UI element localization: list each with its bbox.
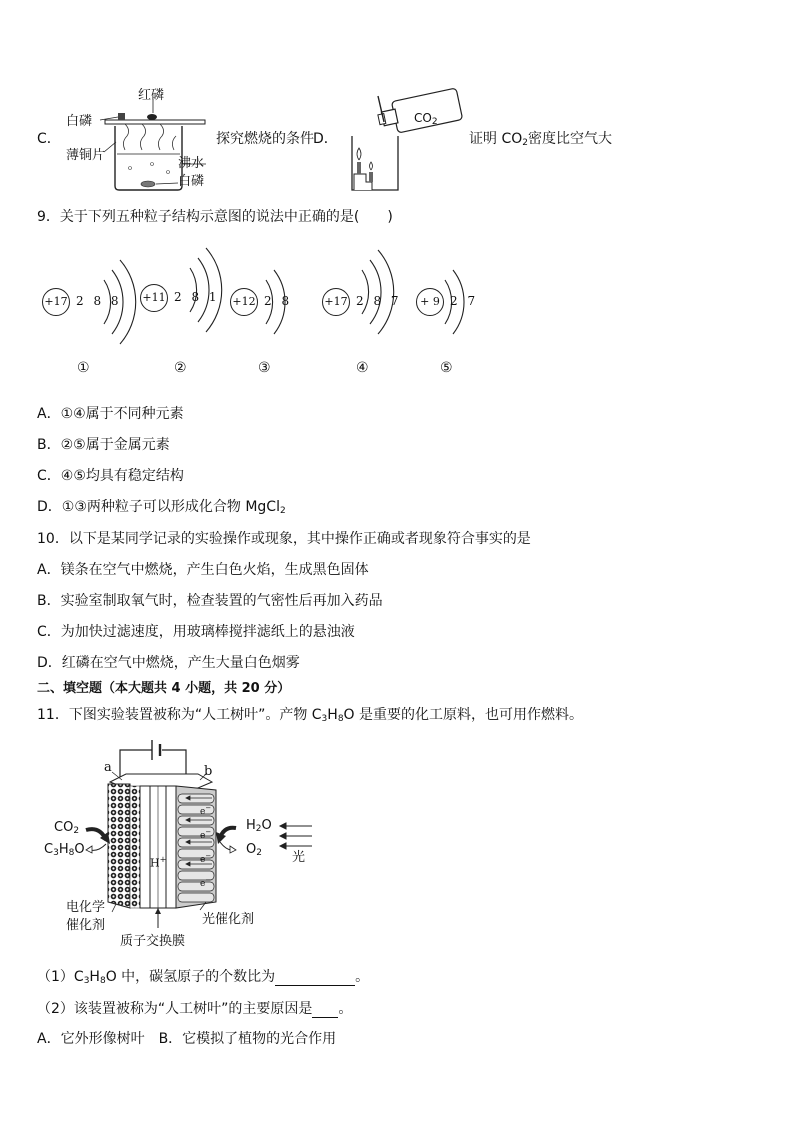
- q10-option-c: C．为加快过滤速度，用玻璃棒搅拌滤纸上的悬浊液: [37, 624, 355, 640]
- label-proton-membrane: 质子交换膜: [120, 934, 186, 949]
- label-electrochem-catalyst-1: 电化学: [66, 900, 106, 915]
- particle-3-nucleus: +12: [230, 288, 258, 316]
- particle-1-index: ①: [77, 360, 90, 376]
- particle-3-shells: 2 8: [264, 294, 293, 308]
- label-electrochem-catalyst-2: 催化剂: [66, 918, 106, 933]
- answer-blank-1[interactable]: [275, 972, 355, 986]
- section-heading: 二、填空题（本大题共 4 小题，共 20 分）: [37, 681, 291, 696]
- label-electrode-b: b: [204, 764, 213, 779]
- q11-stem: 11．下图实验装置被称为“人工树叶”。产物 $C_3H_8O$ 是重要的化工原料，也可用作燃料。: [37, 707, 584, 724]
- q11-options: A．它外形像树叶 B．它模拟了植物的光合作用: [37, 1031, 337, 1047]
- co2-pouring-figure: [340, 86, 465, 198]
- particle-1-shells: 2 8 8: [76, 294, 122, 308]
- q8c-caption: 探究燃烧的条件: [216, 131, 314, 147]
- electron-label-4: e−: [200, 876, 212, 889]
- particle-2-shells: 2 8 1: [174, 290, 220, 304]
- q10-option-a: A．镁条在空气中燃烧，产生白色火焰，生成黑色固体: [37, 562, 369, 578]
- label-light: 光: [292, 850, 306, 865]
- particle-2-nucleus: +11: [140, 284, 168, 312]
- q9-option-b: B．②⑤属于金属元素: [37, 437, 170, 453]
- label-red-phosphorus: 红磷: [138, 88, 165, 103]
- q9-option-d: D．①③两种粒子可以形成化合物 MgCl$_2$: [37, 499, 286, 516]
- q9-stem: 9．关于下列五种粒子结构示意图的说法中正确的是( ): [37, 209, 393, 225]
- particle-5-shells: 2 7: [450, 294, 479, 308]
- q8c-letter: C．: [37, 131, 61, 147]
- label-white-phosphorus-top: 白磷: [66, 114, 93, 129]
- q8d-letter: D．: [313, 131, 338, 147]
- q11-sub2: （2）该装置被称为“人工树叶”的主要原因是 。: [37, 1001, 353, 1017]
- electron-label-2: e−: [200, 828, 212, 841]
- particle-3-index: ③: [258, 360, 271, 376]
- label-c3h8o-output: $C_3H_8O$: [44, 842, 85, 858]
- answer-blank-2[interactable]: [312, 1004, 338, 1018]
- electron-label-3: e−: [200, 852, 212, 865]
- label-white-phosphorus-bottom: 白磷: [178, 174, 205, 189]
- label-co2-input: $CO_2$: [54, 820, 80, 836]
- q9-option-a: A．①④属于不同种元素: [37, 406, 184, 422]
- label-copper-sheet: 薄铜片: [66, 148, 106, 163]
- label-h-plus: H+: [150, 855, 167, 870]
- q8d-caption: 证明 $CO_2$密度比空气大: [469, 131, 612, 148]
- particle-5-index: ⑤: [440, 360, 453, 376]
- q10-option-d: D．红磷在空气中燃烧，产生大量白色烟雾: [37, 655, 300, 671]
- particle-4-nucleus: +17: [322, 288, 350, 316]
- label-electrode-a: a: [104, 760, 112, 775]
- q11-sub1: $(1)C_3H_8O$ 中，碳氢原子的个数比为 。: [37, 969, 370, 986]
- q10-stem: 10．以下是某同学记录的实验操作或现象，其中操作正确或者现象符合事实的是: [37, 531, 531, 547]
- label-photo-catalyst: 光催化剂: [202, 912, 255, 927]
- label-co2-bottle: $CO_2$: [414, 111, 438, 127]
- q10-option-b: B．实验室制取氧气时，检查装置的气密性后再加入药品: [37, 593, 383, 609]
- label-o2-output: $O_2$: [246, 842, 262, 858]
- particle-4-shells: 2 8 7: [356, 294, 402, 308]
- particle-2-index: ②: [174, 360, 187, 376]
- electron-label-1: e−: [200, 804, 212, 817]
- particle-4-index: ④: [356, 360, 369, 376]
- label-boiling-water: 沸水: [178, 156, 205, 171]
- particle-5-nucleus: + 9: [416, 288, 444, 316]
- particle-1-nucleus: +17: [42, 288, 70, 316]
- label-h2o-input: $H_2O$: [246, 818, 272, 834]
- q9-option-c: C．④⑤均具有稳定结构: [37, 468, 184, 484]
